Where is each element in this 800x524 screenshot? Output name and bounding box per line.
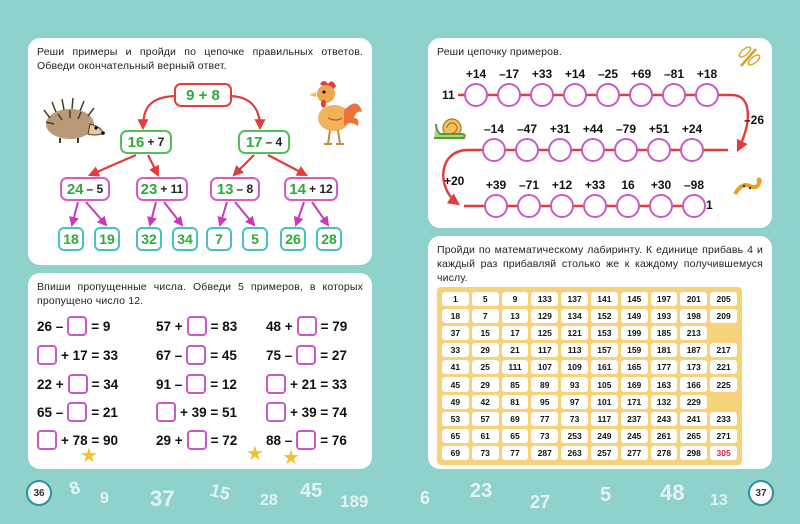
task4-instruction: Пройди по математическому лабиринту. К единице прибавь 4 и каждый раз прибавляй столько же к каждому получившемуся числу. [437,244,763,284]
snail-icon [432,116,468,140]
chain-answer-circle[interactable] [616,194,640,218]
maze-cell[interactable]: 45 [442,377,469,391]
equation [266,402,347,422]
chain-answer-circle[interactable] [517,194,541,218]
maze-cell[interactable]: 132 [651,395,678,409]
chain-operation: +18 [696,67,718,81]
maze-cell[interactable]: 221 [710,360,737,374]
chain-start: 11 [442,88,455,102]
maze-cell[interactable]: 173 [680,360,707,374]
tree-leaf[interactable]: 26 [280,227,306,251]
chain-answer-circle[interactable] [497,83,521,107]
maze-cell[interactable]: 229 [680,395,707,409]
task3-card [428,38,772,228]
maze-cell[interactable]: 65 [442,429,469,443]
chain-answer-circle[interactable] [515,138,539,162]
maze-cell[interactable]: 7 [472,309,499,323]
chain-answer-circle[interactable] [464,83,488,107]
maze-cell[interactable]: 137 [561,292,588,306]
maze-cell[interactable]: 1 [442,292,469,306]
equation-right: = 45 [210,347,237,363]
maze-cell[interactable]: 5 [472,292,499,306]
maze-cell[interactable]: 18 [442,309,469,323]
task1-instruction: Реши примеры и пройди по цепочке правильных ответов. Обведи окончательный верный ответ. [37,46,363,72]
maze-cell[interactable]: 69 [502,412,529,426]
tree-node-14: 14 + 12 [284,177,338,201]
equation-right: = 12 [210,376,237,392]
star-icon: ★ [246,443,264,465]
answer-box[interactable] [297,316,317,336]
maze-cell[interactable]: 73 [531,429,558,443]
maze-cell[interactable]: 298 [680,446,707,460]
maze-cell[interactable]: 29 [472,377,499,391]
tree-leaf[interactable]: 5 [242,227,268,251]
chain-answer-circle[interactable] [649,194,673,218]
tree-node-16: 16 + 7 [120,130,172,154]
maze-cell[interactable]: 113 [561,343,588,357]
maze-cell[interactable]: 9 [502,292,529,306]
chain-operation: +24 [681,122,703,136]
maze-cell[interactable]: 125 [531,326,558,340]
chain-operation: +51 [648,122,670,136]
maze-cell[interactable]: 193 [651,309,678,323]
equation [37,345,118,365]
lizard-icon [732,176,762,198]
maze-cell[interactable]: 111 [502,360,529,374]
maze-cell[interactable]: 198 [680,309,707,323]
maze-cell[interactable]: 257 [591,446,618,460]
chain-operation: +14 [465,67,487,81]
rooster-illustration [302,78,364,150]
star-icon: ★ [80,445,98,467]
chain-answer-circle[interactable] [530,83,554,107]
chain-operation: +39 [485,178,507,192]
equation-right: = 34 [91,376,119,392]
chain-operation: –81 [663,67,685,81]
maze-cell[interactable]: 129 [531,309,558,323]
tree-node-13: 13 – 8 [210,177,260,201]
maze-cell[interactable]: 117 [591,412,618,426]
equation [156,345,237,365]
maze-cell[interactable]: 157 [591,343,618,357]
maze-cell[interactable]: 263 [561,446,588,460]
maze-cell[interactable]: 93 [561,377,588,391]
answer-box[interactable] [37,430,57,450]
answer-box[interactable] [67,316,87,336]
maze-cell[interactable]: 209 [710,309,737,323]
maze-cell[interactable]: 133 [531,292,558,306]
task1-card [28,38,372,265]
maze-cell[interactable]: 278 [651,446,678,460]
chain-answer-circle[interactable] [629,83,653,107]
equation-left: 26 – [37,318,64,334]
maze-cell[interactable]: 145 [621,292,648,306]
maze-cell[interactable]: 149 [621,309,648,323]
maze-cell[interactable]: 225 [710,377,737,391]
tree-node-23: 23 + 11 [136,177,188,201]
equation-right: = 27 [320,347,347,363]
chain-answer-circle[interactable] [596,83,620,107]
chain-operation: –25 [597,67,619,81]
equation-right: = 79 [320,318,348,334]
maze-cell[interactable]: 177 [651,360,678,374]
maze-cell[interactable]: 134 [561,309,588,323]
maze-cell[interactable]: 153 [591,326,618,340]
equation-left: 48 + [266,318,293,334]
equation-right: + 39 = 74 [290,404,348,420]
tree-leaf[interactable]: 34 [172,227,198,251]
maze-cell[interactable]: 107 [531,360,558,374]
tree-node-17: 17 – 4 [238,130,290,154]
chain-operation: +30 [650,178,672,192]
chain-operation: +69 [630,67,652,81]
answer-box[interactable] [67,402,87,422]
chain-answer-circle[interactable] [563,83,587,107]
equation [37,316,110,336]
maze-cell[interactable]: 277 [621,446,648,460]
maze-cell[interactable]: 21 [502,343,529,357]
maze-cell[interactable]: 249 [591,429,618,443]
maze-cell[interactable]: 77 [502,446,529,460]
equation [266,316,347,336]
chain-turn2: +20 [444,174,465,188]
equation-right: = 76 [320,432,347,448]
maze-cell[interactable]: 205 [710,292,737,306]
left-page-number: 36 [26,480,52,506]
maze-grid [437,287,742,465]
task3-instruction: Реши цепочку примеров. [437,46,562,58]
equation-left: 22 + [37,376,64,392]
answer-box[interactable] [296,345,316,365]
chain-answer-circle[interactable] [682,194,706,218]
equation [266,430,347,450]
maze-cell[interactable]: 213 [680,326,707,340]
tree-root: 9 + 8 [174,83,232,107]
equation [37,374,118,394]
maze-cell[interactable]: 97 [561,395,588,409]
chain-operation: –98 [683,178,705,192]
answer-box[interactable] [186,345,206,365]
maze-cell[interactable]: 305 [710,446,737,460]
maze-cell[interactable]: 163 [651,377,678,391]
chain-operation: –71 [518,178,540,192]
maze-cell[interactable]: 13 [502,309,529,323]
maze-cell[interactable]: 41 [442,360,469,374]
answer-box[interactable] [187,430,207,450]
chain-operation: –47 [516,122,538,136]
chain-answer-circle[interactable] [680,138,704,162]
chain-answer-circle[interactable] [695,83,719,107]
chain-operation: +12 [551,178,573,192]
chain-answer-circle[interactable] [550,194,574,218]
maze-cell[interactable]: 85 [502,377,529,391]
maze-cell[interactable]: 233 [710,412,737,426]
chain-answer-circle[interactable] [581,138,605,162]
maze-cell[interactable]: 77 [531,412,558,426]
maze-cell[interactable]: 169 [621,377,648,391]
chain-operation: –79 [615,122,637,136]
equation-right: = 83 [210,318,238,334]
maze-cell[interactable]: 57 [472,412,499,426]
maze-cell[interactable]: 117 [531,343,558,357]
maze-cell[interactable]: 42 [472,395,499,409]
maze-cell[interactable]: 265 [680,429,707,443]
chain-operation: –14 [483,122,505,136]
answer-box[interactable] [187,316,207,336]
maze-cell[interactable]: 73 [472,446,499,460]
maze-cell[interactable]: 166 [680,377,707,391]
star-icon: ★ [282,447,300,469]
maze-cell[interactable]: 165 [621,360,648,374]
chain-answer-circle[interactable] [548,138,572,162]
answer-box[interactable] [68,374,88,394]
chain-operation: 16 [621,178,635,192]
equation-left: 29 + [156,432,183,448]
equation-right: = 72 [210,432,238,448]
answer-box[interactable] [156,402,176,422]
tree-leaf[interactable]: 7 [206,227,232,251]
maze-cell[interactable]: 243 [651,412,678,426]
maze-cell[interactable]: 95 [531,395,558,409]
maze-cell[interactable]: 241 [680,412,707,426]
maze-cell[interactable]: 185 [651,326,678,340]
maze-cell[interactable]: 105 [591,377,618,391]
maze-cell[interactable]: 17 [502,326,529,340]
equation [266,345,347,365]
answer-box[interactable] [37,345,57,365]
answer-box[interactable] [266,402,286,422]
maze-cell[interactable]: 49 [442,395,469,409]
maze-cell[interactable]: 81 [502,395,529,409]
maze-cell[interactable]: 101 [591,395,618,409]
equation [156,402,237,422]
chain-answer-circle[interactable] [647,138,671,162]
equation [37,430,118,450]
equation-left: 57 + [156,318,183,334]
tree-node-24: 24 – 5 [60,177,110,201]
equation [156,430,237,450]
chain-operation: +33 [584,178,606,192]
maze-cell[interactable]: 33 [442,343,469,357]
maze-cell[interactable]: 25 [472,360,499,374]
chain-answer-circle[interactable] [482,138,506,162]
tree-leaf[interactable]: 28 [316,227,342,251]
equation-left: 75 – [266,347,293,363]
answer-box[interactable] [186,374,206,394]
chain-answer-circle[interactable] [583,194,607,218]
tree-leaf[interactable]: 18 [58,227,84,251]
chain-answer-circle[interactable] [662,83,686,107]
maze-cell[interactable]: 61 [472,429,499,443]
chain-operation: –17 [498,67,520,81]
task2-instruction: Впиши пропущенные числа. Обведи 5 примеров, в которых пропущено число 12. [37,281,363,307]
maze-cell[interactable]: 37 [442,326,469,340]
equation-left: 67 – [156,347,183,363]
chain-operation: +31 [549,122,571,136]
maze-cell[interactable]: 65 [502,429,529,443]
equation-right: + 78 = 90 [61,432,119,448]
maze-cell[interactable]: 197 [651,292,678,306]
equation-left: 88 – [266,432,293,448]
maze-cell[interactable]: 159 [621,343,648,357]
chain-operation: +44 [582,122,604,136]
chain-operation: +14 [564,67,586,81]
hedgehog-illustration [40,96,106,144]
maze-cell[interactable]: 141 [591,292,618,306]
chain-answer-circle[interactable] [614,138,638,162]
equation-right: + 17 = 33 [61,347,119,363]
task2-card [28,273,372,469]
chain-end: 1 [706,198,713,212]
maze-cell[interactable]: 161 [591,360,618,374]
maze-cell[interactable]: 261 [651,429,678,443]
equation [266,374,347,394]
tree-leaf[interactable]: 32 [136,227,162,251]
equation-right: = 21 [91,404,118,420]
maze-cell[interactable]: 53 [442,412,469,426]
equation-left: 91 – [156,376,183,392]
maze-cell[interactable]: 121 [561,326,588,340]
maze-cell[interactable]: 152 [591,309,618,323]
maze-cell[interactable]: 199 [621,326,648,340]
maze-cell[interactable]: 69 [442,446,469,460]
equation [37,402,118,422]
maze-cell[interactable]: 253 [561,429,588,443]
equation [156,316,237,336]
chain-answer-circle[interactable] [484,194,508,218]
maze-cell[interactable]: 187 [680,343,707,357]
equation-right: + 39 = 51 [180,404,238,420]
chain-turn1: –26 [744,113,765,127]
equation-right: + 21 = 33 [290,376,348,392]
maze-cell[interactable]: 89 [531,377,558,391]
maze-cell[interactable]: 271 [710,429,737,443]
maze-cell[interactable]: 109 [561,360,588,374]
maze-cell[interactable]: 245 [621,429,648,443]
answer-box[interactable] [266,374,286,394]
equation-right: = 9 [91,318,111,334]
maze-cell[interactable]: 181 [651,343,678,357]
equation-left: 65 – [37,404,64,420]
tree-leaf[interactable]: 19 [94,227,120,251]
maze-cell[interactable]: 29 [472,343,499,357]
equation [156,374,237,394]
maze-cell[interactable]: 73 [561,412,588,426]
maze-cell[interactable]: 287 [531,446,558,460]
maze-cell[interactable]: 15 [472,326,499,340]
chain-operation: +33 [531,67,553,81]
maze-cell[interactable]: 237 [621,412,648,426]
maze-cell[interactable]: 217 [710,343,737,357]
right-page-number: 37 [748,480,774,506]
maze-cell[interactable]: 171 [621,395,648,409]
maze-cell[interactable]: 201 [680,292,707,306]
